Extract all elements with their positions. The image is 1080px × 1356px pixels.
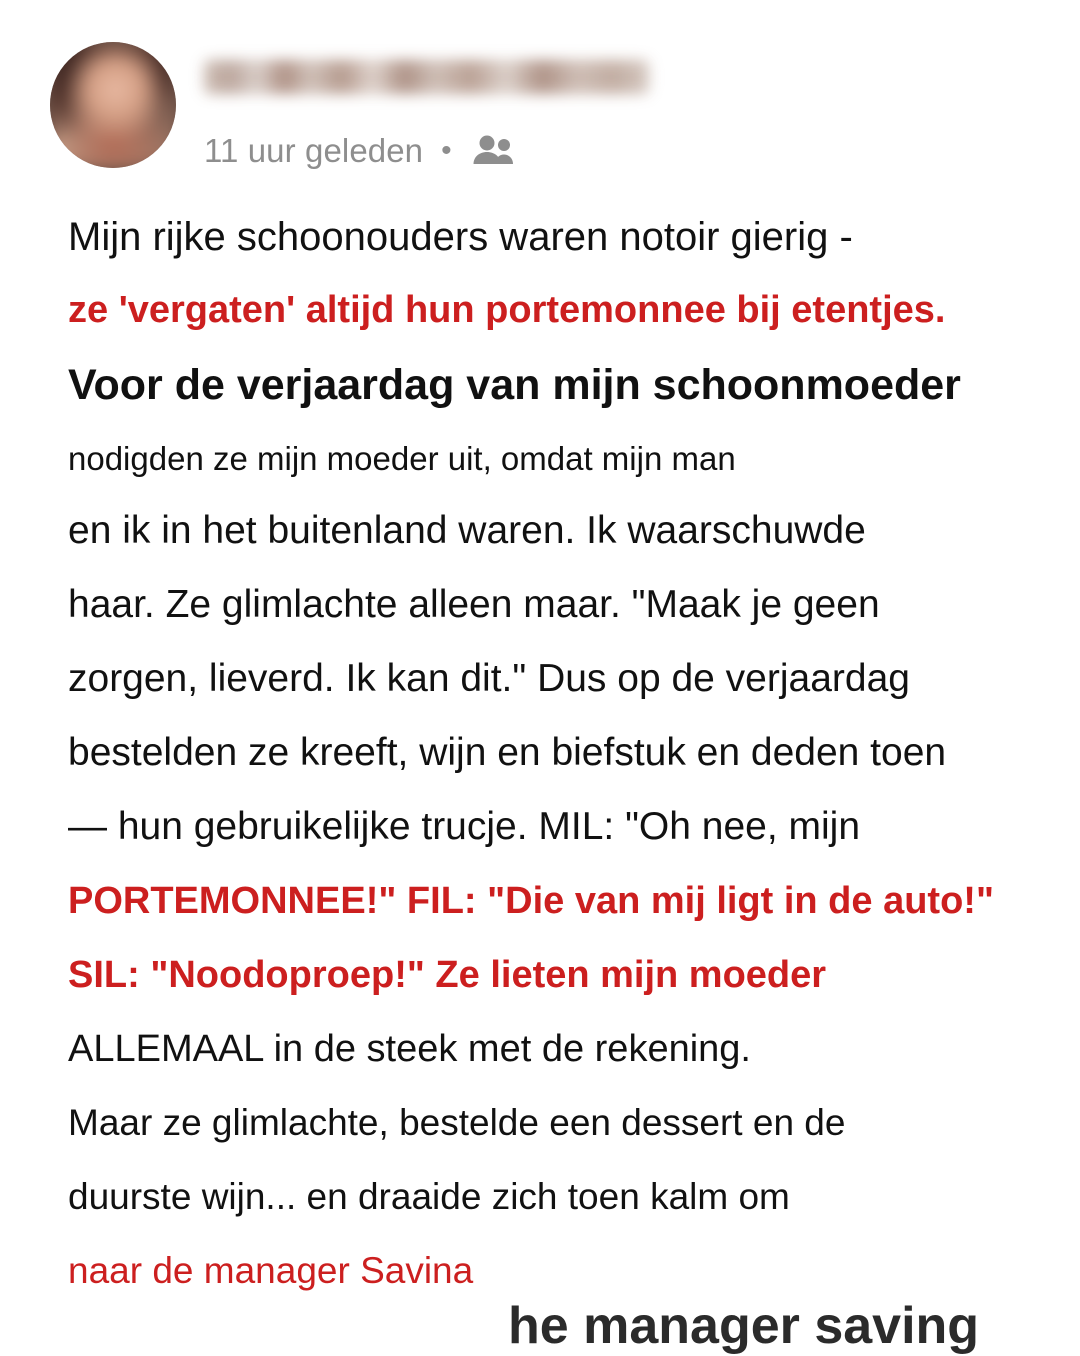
- post-body: [0, 170, 1080, 1308]
- post-line: zorgen, lieverd. Ik kan dit." Dus op de verjaardag: [68, 657, 910, 700]
- post-line: SIL: "Noodoproep!" Ze lieten mijn moeder: [68, 954, 827, 996]
- overlay-caption-text: he manager saving: [508, 1297, 980, 1355]
- post-line: duurste wijn... en draaide zich toen kalm om: [68, 1176, 790, 1217]
- post-line: Voor de verjaardag van mijn schoonmoeder: [68, 361, 961, 409]
- meta-separator: •: [441, 134, 452, 167]
- username-blurred[interactable]: [204, 60, 649, 94]
- post-line: nodigden ze mijn moeder uit, omdat mijn man: [68, 440, 736, 477]
- friends-icon[interactable]: [470, 134, 516, 168]
- post-line: PORTEMONNEE!" FIL: "Die van mij ligt in de auto!": [68, 880, 994, 922]
- post-line: naar de manager Savina: [68, 1250, 474, 1291]
- avatar[interactable]: [50, 42, 176, 168]
- post-line: — hun gebruikelijke trucje. MIL: "Oh nee, mijn: [68, 805, 861, 848]
- post-meta: [204, 132, 649, 170]
- post-line: ze 'vergaten' altijd hun portemonnee bij etentjes.: [68, 289, 946, 331]
- post-line: Mijn rijke schoonouders waren notoir gierig -: [68, 215, 853, 259]
- post-line: Maar ze glimlachte, bestelde een dessert en de: [68, 1102, 846, 1143]
- post-header: [0, 0, 1080, 170]
- avatar-image-blurred: [50, 42, 176, 168]
- post-timestamp: 11 uur geleden: [204, 132, 424, 169]
- post-line: haar. Ze glimlachte alleen maar. "Maak je geen: [68, 583, 880, 626]
- post-header-text: [204, 42, 649, 170]
- post-line: en ik in het buitenland waren. Ik waarschuwde: [68, 509, 866, 552]
- post-line: bestelden ze kreeft, wijn en biefstuk en deden toen: [68, 731, 947, 774]
- post-line: ALLEMAAL in de steek met de rekening.: [68, 1028, 751, 1070]
